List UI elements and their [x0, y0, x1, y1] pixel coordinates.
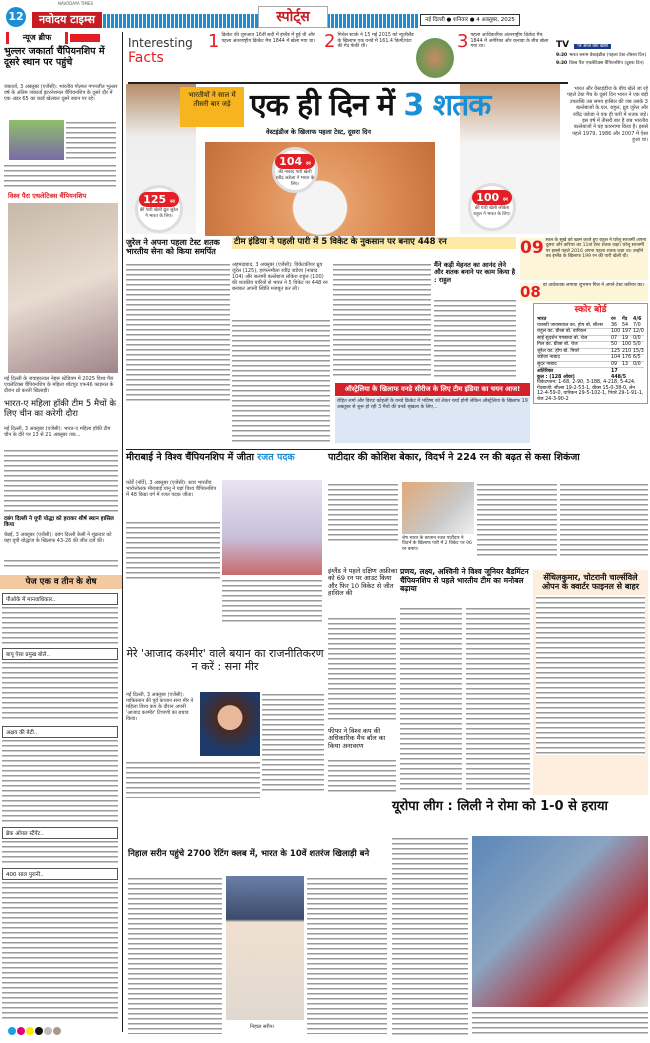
hockey-headline: भारत-ए महिला हॉकी टीम 5 मैचों के लिए चीन का करेगी दौरा — [4, 399, 116, 419]
mirabai-headline: मीराबाई ने विश्व चैंपियनशिप में जीता रजत पदक — [126, 452, 295, 463]
patidar-headline: पाटीदार की कोशिश बेकार, विदर्भ ने 224 रन की बढ़त से कसा शिकंजा — [328, 452, 580, 463]
color-registration-dots — [8, 1027, 61, 1035]
sana-mir-headline: मेरे 'आजाद कश्मीर' वाले बयान का राजनीतिकरण न करें : सना मीर — [126, 647, 324, 673]
continued-item[interactable]: पीओके में मानवाधिकार.. — [2, 593, 118, 605]
delhi-lead: चेन्नई, 3 अक्तूबर (एजेंसी): दबंग दिल्ली केसी ने शुक्रवार को यहां यूपी योद्धाज के खिलाफ 43-26 की जीत दर्ज की। — [4, 532, 112, 544]
tv-subtitle: पर आज क्या खास — [574, 44, 611, 49]
runs-badge: 125 रन की पारी खेली ध्रुव जुरेल ने भारत के लिए। — [135, 185, 183, 233]
continued-item[interactable]: 400 साल पुरानी.. — [2, 868, 118, 880]
runs-badge: 100 रन की पारी खेली लोकेश राहुल ने भारत के लिए। — [468, 183, 516, 231]
scoreboard-row: जडेजा नाबाद 104 176 6/5 — [537, 355, 644, 362]
fact-item: 1 क्रिकेट की शुरुआत 16वीं सदी में इंग्लैंड में हुई थी और पहला अंतरराष्ट्रीय क्रिकेट मैच 1844 में खेला गया था। — [208, 31, 316, 52]
fact-08: 08 वां अर्धशतक लगाया शुभमन गिल ने अपने टेस्ट करियर का। — [520, 283, 648, 301]
scoreboard-row: राहुल का. ग्रीव्स बो. वारिकन 100 197 12/0 — [537, 329, 644, 334]
scoreboard-row: जुरेल का. होप बो. पियरे 125 210 15/3 — [537, 348, 644, 354]
nihal-photo — [226, 876, 304, 1020]
delhi-headline: दबंग दिल्ली ने यूपी योद्धा को हराकर शीर्ष स्थान हासिल किया — [4, 516, 114, 529]
para-athletics-caption: नई दिल्ली के जवाहरलाल नेहरू स्टेडियम में 2025 विश्व पैरा एथलेटिक्स चैंपियनशिप के महिला शॉटपुट एफ46 फाइनल के दौरान थ्रो करती खिलाड़ी। — [4, 376, 114, 394]
rahul-headline: मैंने कड़ी मेहनत का आनंद लेने और शतक बनाने पर काम किया है : राहुल — [434, 261, 516, 284]
page-header — [0, 0, 650, 28]
tv-listing: विश्व पैरा एथलेटिक्स चैंपियनशिप (दूसरा दिन) — [569, 60, 644, 66]
tv-listing: भारत बनाम वेस्टइंडीज (पहला टेस्ट-तीसरा दिन) — [569, 53, 647, 58]
facts-title-2: Facts — [128, 50, 164, 66]
news-brief-headline: भुल्लर जकार्ता चैंपियनशिप में दूसरे स्थान पर पहुंचे — [4, 46, 105, 68]
scoreboard-row: सुंदर नाबाद 09 13 0/0 — [537, 362, 644, 369]
publication-tag: NAVODAYA TIMES — [58, 1, 94, 6]
pranay-headline: प्रणय, लक्ष्य, अश्विनी ने विश्व जूनियर बैडमिंटन चैंपियनशिप से पहले भारतीय टीम का मनोबल बढ़ाया — [400, 567, 529, 594]
nihal-headline: निहाल सरीन पहुंचे 2700 रेटिंग क्लब में, भारत के 10वें शतरंज खिलाड़ी बने — [128, 849, 370, 859]
lead-headline: एक ही दिन में 3 शतक — [250, 88, 491, 123]
continued-item[interactable]: ब्रेक ऑयल स्टैंपेंट.. — [2, 827, 118, 839]
facts-title-1: Interesting — [128, 36, 193, 50]
mirabai-photo — [222, 480, 322, 575]
patidar-photo — [402, 482, 474, 534]
hockey-lead: नई दिल्ली, 3 अक्तूबर (एजेंसी): भारत-ए महिला हॉकी टीम चीन के दौरे पर 13 से 21 अक्तूबर तक... — [4, 426, 111, 438]
dateline: नई दिल्ली ● शनिवार ● 4 अक्तूबर, 2025 — [420, 14, 520, 26]
facts-logo — [128, 36, 206, 66]
section-tab: स्पोर्ट्स — [258, 6, 328, 28]
continued-item[interactable]: अक्षय की बेटी.. — [2, 726, 118, 738]
news-brief-label: न्यूज ब्रीफ — [6, 32, 68, 44]
lead-kicker: भारतीयों ने साल में तीसरी बार जड़े — [180, 87, 244, 127]
scoreboard-row: साई सुदर्शन पगबाधा बो. चेज 07 19 0/0 — [537, 336, 644, 343]
scoreboard-row: गिल का. ग्रीव्स बो. चेज 50 100 5/0 — [537, 342, 644, 349]
main-report-lead: अहमदाबाद, 3 अक्तूबर (एजेंसी): विकेटकीपर ध्रुव जुरेल (125), हरफनमौला रवींद्र जडेजा (नाबाद 104) और सलामी बल्लेबाज लोकेश राहुल (100) की शतकीय पारियों से भारत ने 5 विकेट पर 448 रन बनाकर अपनी स्थिति मजबूत कर ली। — [232, 262, 328, 292]
nihal-caption: निहाल सरीन। — [250, 1024, 275, 1030]
page-number: 12 — [6, 7, 26, 27]
australia-strip-text: रोहित शर्मा और विराट कोहली के वनडे क्रिकेट में भविष्य को लेकर चर्चा होगी लेकिन ऑस्ट्रेलिया के खिलाफ 19 अक्तूबर से शुरू हो रही 3 मैचों की वनडे श्रृंखला के लिए... — [335, 397, 530, 443]
news-brief-lead: जकार्ता, 3 अक्तूबर (एजेंसी): भारतीय गोल्फर गगनजीत भुल्लर वर्ष के अंतिम जकार्ता इंटरनेशनल चैंपियनशिप के दूसरे दौर में एक अंडर 65 का कार्ड खेलकर दूसरे स्थान पर रहे। — [4, 84, 118, 102]
continued-title: पेज एक व तीन के शेष — [0, 575, 122, 589]
fact-item: 3 पहला आधिकारिक अंतरराष्ट्रीय क्रिकेट मैच 1844 में अमेरिका और कनाडा के बीच खेला गया था। — [457, 31, 549, 52]
tv-title: TV — [556, 40, 570, 50]
senthil-headline: सेंथिलकुमार, चोटरानी चार्ल्सविले ओपन के क्वार्टर फाइनल से बाहर — [541, 573, 640, 592]
tv-box: TV पर आज क्या खास 9:30 भारत बनाम वेस्टइंडीज (पहला टेस्ट-तीसरा दिन) 9:30 विश्व पैरा एथलेटिक्स चैंपियनशिप (दूसरा दिन) — [556, 40, 647, 66]
para-athletics-label: विश्व पैरा एथलेटिक्स चैंपियनशिप — [8, 192, 87, 200]
sana-mir-lead: नई दिल्ली, 3 अक्तूबर (एजेंसी): पाकिस्तान की पूर्व कप्तान सना मीर ने महिला विश्व कप के दौरान अपनी 'आजाद कश्मीर' टिप्पणी का बचाव किया। — [126, 692, 194, 722]
england-headline: इंग्लैंड ने पहले दक्षिण अफ्रीका को 69 रन पर आउट किया और फिर 10 विकेट से जीत हासिल की — [328, 567, 398, 598]
lead-photo-jadeja — [205, 142, 435, 236]
continued-item[interactable]: बापू ऐसा प्रमुख बोले.. — [2, 648, 118, 660]
mirabai-lead: फोर्डे (नॉर्वे), 3 अक्तूबर (एजेंसी): स्टार भारतीय भारोत्तोलक मीराबाई चानू ने यहां विश्व चैंपियनशिप में 48 किग्रा वर्ग में रजत पदक जीता। — [126, 480, 217, 498]
scoreboard-row: यशस्वी जायसवाल का. होप बो. सील्स 36 54 7/0 — [537, 323, 644, 330]
main-report-headline: टीम इंडिया ने पहली पारी में 5 विकेट के नुकसान पर बनाए 448 रन — [232, 237, 516, 249]
fifa-headline: फीफा ने विश्व कप की अधिकारिक मैच बॉल का किया अनावरण — [328, 727, 386, 750]
jurel-headline: जुरेल ने अपना पहला टेस्ट शतक भारतीय सेना को किया समर्पित — [126, 238, 220, 257]
scoreboard: स्कोर बोर्ड भारत रन गेंद 4/6 यशस्वी जायसवाल का. होप बो. सील्स 36 54 7/0 राहुल का. ग्रीव्स बो. वारिकन 100 197 12/0 साई सुदर्शन पगबाधा बो. चेज 07 19 0/0 गिल का. ग्रीव्स बो. चेज 50 100 5/0 जुरेल का. होप बो. पियरे 125 210 15/3 जडेजा नाबाद 104 176 6/5 सुंदर नाबाद 09 13 0/0 अतिरिक्त 17 कुल : (128 ओवर) 448/5 विकेटपतन: 1-68, 2-90, 3-188, 4-218, 5-424. गेंदबाजी: सील्स 19-2-53-1, ग्रीव्स 15-0-38-0, लेन 12-4-59-0, वारिकन 29-5-102-1, पियरे 29-1-91-1, चेज 24-3-90-2 — [533, 303, 648, 404]
patidar-caption: शेष भारत के कप्तान रजत पाटीदार ने विदर्भ के खिलाफ पारी में 2 विकेट पर 96 रन बनाए। — [402, 536, 472, 552]
europa-photo — [472, 836, 648, 1007]
lead-subhead: वेस्टइंडीज के खिलाफ पहला टेस्ट, दूसरा दिन — [266, 128, 371, 136]
scoreboard-title: स्कोर बोर्ड — [574, 305, 607, 315]
para-athletics-photo — [8, 203, 118, 373]
starc-photo — [416, 38, 454, 78]
fact-09: 09 साल के सूखे को खत्म करते हुए राहुल ने घरेलू सरजमीं अपना दूसरा और करियर का 11वां टेस्ट शतक जड़ा। घरेलू सरजमीं पर इससे पहले 2016 अपना पहला शतक जड़ा था। उन्होंने तब इंग्लैंड के खिलाफ 199 रन की पारी खेली थी। — [520, 238, 648, 280]
golfer-photo — [9, 120, 64, 160]
australia-strip-headline: ऑस्ट्रेलिया के खिलाफ वनडे सीरीज के लिए टीम इंडिया का चयन आज! — [335, 383, 530, 396]
senthil-box — [533, 570, 648, 795]
europa-headline: यूरोपा लीग : लिली ने रोमा को 1-0 से हराया — [392, 799, 608, 814]
lead-side-text: भारत और वेस्टइंडीज के बीच खेले जा रहे पहले टेस्ट मैच के दूसरे दिन भारत ने एक बड़ी उपलब्धि उस समय हासिल की जब उसके 3 बल्लेबाजों के.एल. राहुल, ध्रुव जुरेल और रवींद्र जडेजा ने एक ही पारी में शतक जड़े। इस वर्ष में तीसरी बार है जब भारतीय बल्लेबाजों ने यह कारनामा किया है। इससे पहले 1979, 1986 और 2007 में ऐसा हुआ था। — [567, 86, 648, 144]
fact-item: 2 मिचेल स्टार्क ने 15 मई 2015 को न्यूजीलैंड के खिलाफ एक वनडे में 161.4 किमी/घंटा की गेंद फेंकी थी। — [324, 31, 414, 52]
logo: नवोदय टाइम्स — [32, 12, 102, 28]
runs-badge: 104 रन की नाबाद पारी खेली रवींद्र जडेजा ने भारत के लिए। — [272, 147, 318, 193]
sana-mir-photo — [200, 692, 260, 756]
